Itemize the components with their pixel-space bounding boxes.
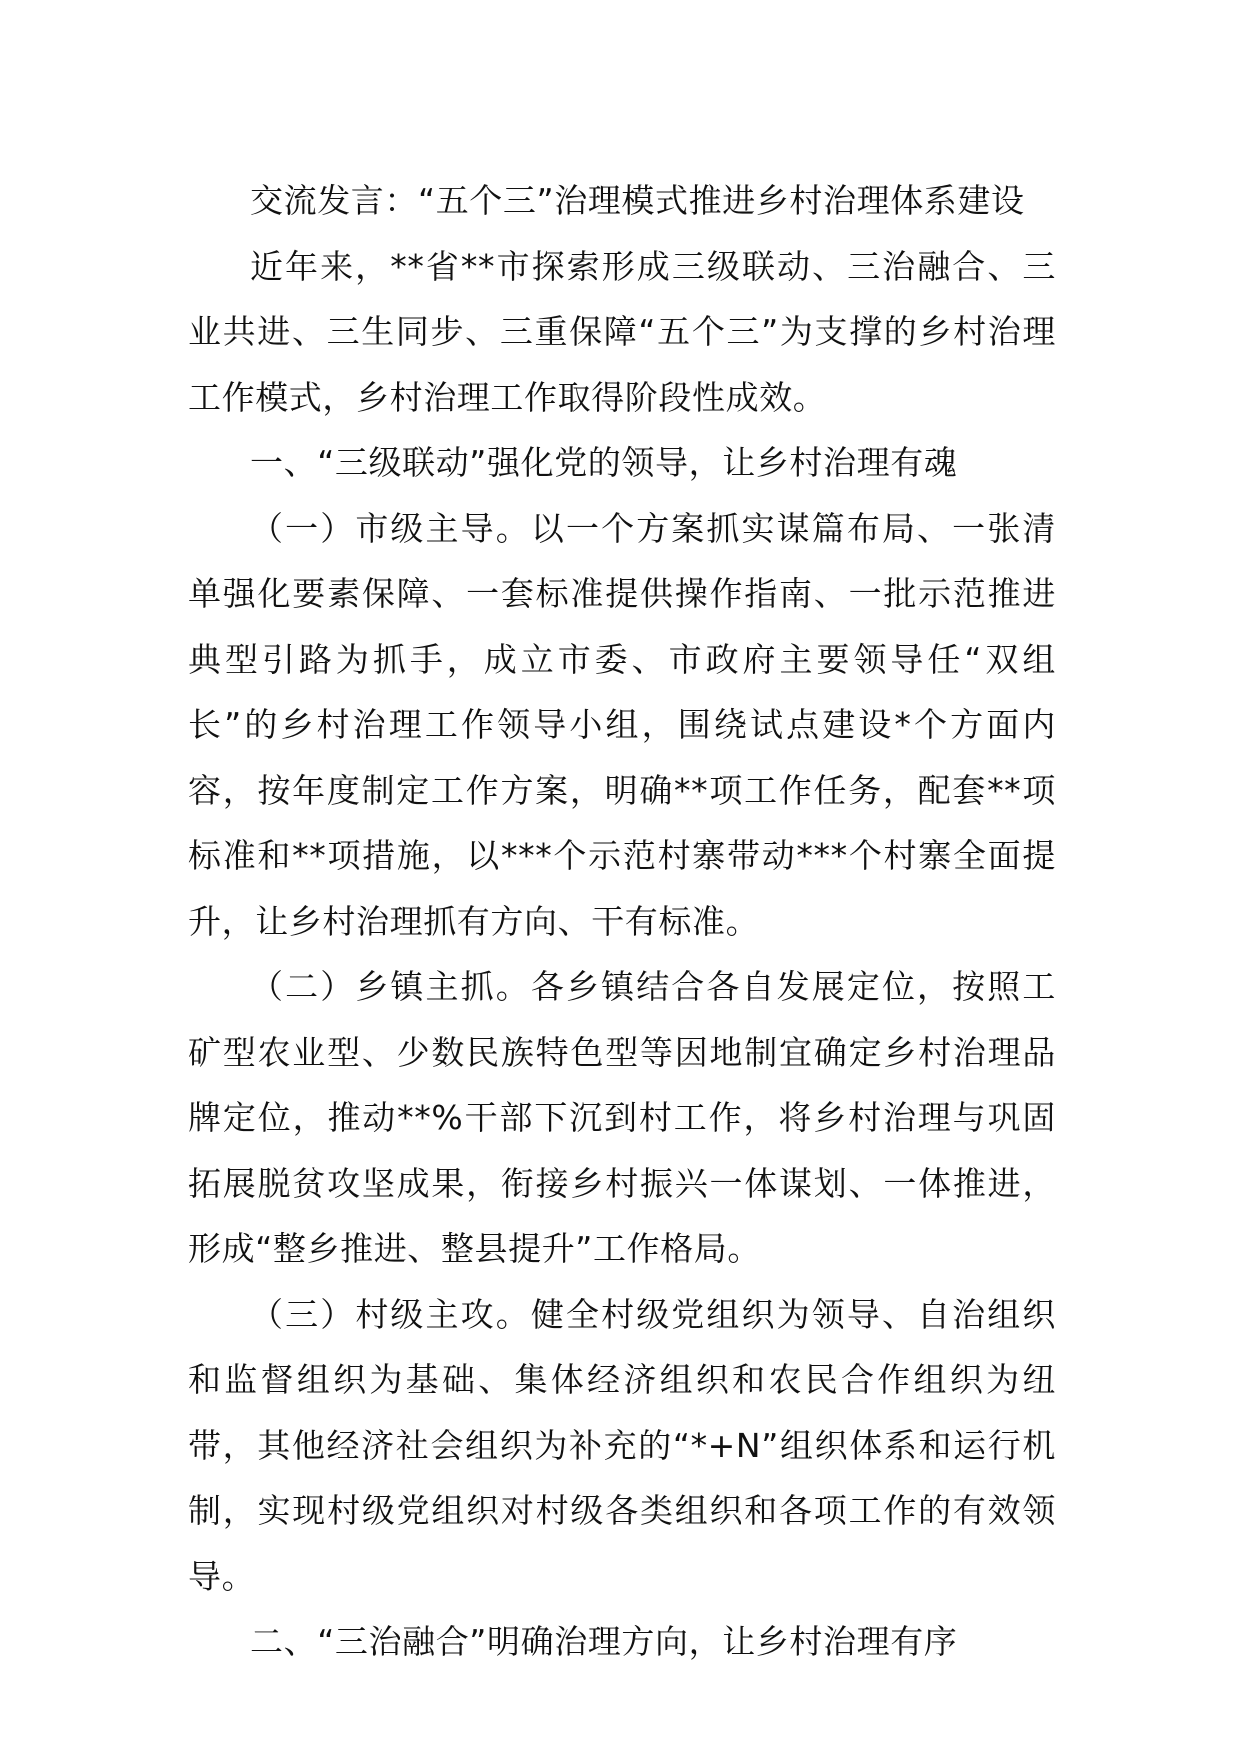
section-heading-1: 一、“三级联动”强化党的领导，让乡村治理有魂 (250, 443, 958, 482)
section-heading-2: 二、“三治融合”明确治理方向，让乡村治理有序 (250, 1622, 958, 1661)
document-title: 交流发言：“五个三”治理模式推进乡村治理体系建设 (250, 181, 1025, 220)
document-body (188, 168, 1056, 1675)
subsection-paragraph-3: （三）村级主攻。健全村级党组织为领导、自治组织和监督组织为基础、集体经济组织和农民合作组织为纽带，其他经济社会组织为补充的“*+N”组织体系和运行机制，实现村级党组织对村级各类组织和各项工作的有效领导。 (188, 1294, 1056, 1596)
subsection-paragraph-2: （二）乡镇主抓。各乡镇结合各自发展定位，按照工矿型农业型、少数民族特色型等因地制宜确定乡村治理品牌定位，推动**%干部下沉到村工作，将乡村治理与巩固拓展脱贫攻坚成果，衔接乡村振兴一体谋划、一体推进，形成“整乡推进、整县提升”工作格局。 (188, 967, 1056, 1268)
subsection-paragraph-1: （一）市级主导。以一个方案抓实谋篇布局、一张清单强化要素保障、一套标准提供操作指南、一批示范推进典型引路为抓手，成立市委、市政府主要领导任“双组长”的乡村治理工作领导小组，围绕试点建设*个方面内容，按年度制定工作方案，明确**项工作任务，配套**项标准和**项措施，以***个示范村寨带动***个村寨全面提升，让乡村治理抓有方向、干有标准。 (188, 508, 1056, 941)
intro-paragraph: 近年来，**省**市探索形成三级联动、三治融合、三业共进、三生同步、三重保障“五个三”为支撑的乡村治理工作模式，乡村治理工作取得阶段性成效。 (188, 246, 1056, 417)
